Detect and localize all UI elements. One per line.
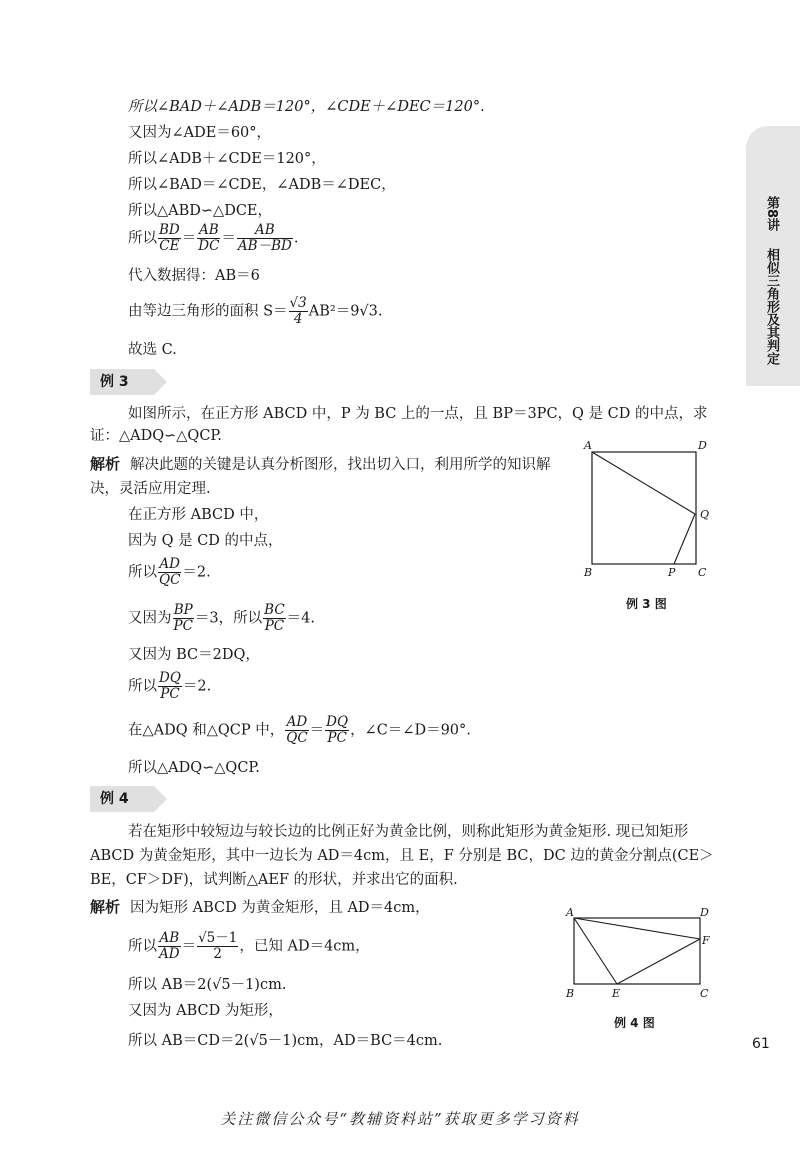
denominator: 2 (197, 946, 238, 962)
equation-line: 在△ADQ 和△QCP 中， $\frac{AD}{QC}$ ＝ $\frac{DQ}{PC}$ ，∠C＝∠D＝90°. (128, 714, 471, 746)
segment-aq (592, 452, 695, 514)
analysis-tag: 解析 (90, 455, 121, 473)
text: ＝3，所以 (194, 610, 263, 627)
footer-note: 关注微信公众号“教辅资料站”获取更多学习资料 (220, 1110, 580, 1128)
segment-ef (617, 939, 700, 984)
text-line: 又因为 BC＝2DQ， (128, 647, 260, 663)
text-line: 所以∠BAD＋∠ADB＝120°，∠CDE＋∠DEC＝120°. (128, 99, 485, 115)
numerator: DQ (326, 714, 349, 730)
analysis-text: 解决此题的关键是认真分析图形，找出切入口，利用所学的知识解决，灵活应用定理. (90, 457, 551, 497)
page-number: 61 (752, 1036, 770, 1052)
fraction (158, 223, 181, 254)
numerator: AB (198, 222, 219, 238)
denominator: PC (325, 730, 349, 746)
segment-ae (574, 918, 617, 984)
text: 所以 (128, 230, 157, 247)
equation-line: 所以 $\frac{BD}{CE}$ ＝ $\frac{AB}{DC}$ ＝ $\frac{AB}{AB-BD}$ . (128, 222, 299, 254)
numerator: AB (159, 930, 180, 946)
denominator: DC (198, 238, 220, 254)
example-4-figure (560, 904, 720, 1002)
fraction (325, 715, 349, 746)
numerator: AB (255, 222, 275, 238)
text-line: 又因为∠ADE＝60°， (128, 125, 272, 141)
text: 所以 (128, 938, 157, 955)
fraction (197, 931, 238, 962)
example-4-problem: 若在矩形中较短边与较长边的比例正好为黄金比例，则称此矩形为黄金矩形. 现已知矩形 ABCD 为黄金矩形，其中一边长为 AD＝4cm，且 E，F 分别是 BC，DC 边的黄金分割点(CE＞BE，CF＞DF)，试判断△AEF 的形状，并求出它的面积. (90, 824, 714, 888)
denominator: 4 (289, 311, 308, 327)
analysis-text: 因为矩形 ABCD 为黄金矩形，且 AD＝4cm， (130, 900, 430, 916)
equation-line (128, 603, 315, 634)
fraction (158, 671, 182, 702)
equation-line (128, 671, 211, 702)
text-line: 所以 AB＝2(√5－1)cm. (128, 977, 287, 993)
numerator: BD (159, 222, 180, 238)
text-line: 所以△ADQ∽△QCP. (128, 760, 260, 776)
text-line: 所以△ABD∽△DCE， (128, 203, 273, 219)
rectangle-abcd (574, 918, 700, 984)
denominator: AD (159, 946, 180, 962)
fraction (197, 223, 220, 254)
text: ＝4. (286, 610, 316, 627)
fraction (158, 931, 181, 962)
denominator: AB－BD (237, 238, 292, 254)
denominator: QC (286, 730, 308, 746)
text-line: 所以 AB＝CD＝2(√5－1)cm，AD＝BC＝4cm. (128, 1033, 443, 1049)
text: ，已知 AD＝4cm， (239, 938, 370, 955)
fraction (158, 557, 181, 588)
text: 由等边三角形的面积 S＝ (128, 303, 288, 320)
equation-line (128, 296, 383, 327)
equation-line: 所以 $\frac{AB}{AD}$ ＝ $\frac{√5-1}{2}$ ，已知 AD＝4cm， (128, 930, 370, 962)
text: 所以 (128, 678, 157, 695)
segment-af (574, 918, 700, 939)
numerator: DQ (159, 670, 181, 686)
label-a: A (584, 439, 592, 452)
example-3-figure (576, 436, 726, 584)
text-line: 代入数据得：AB＝6 (128, 268, 260, 284)
label-f: F (702, 934, 710, 947)
text: ，∠C＝∠D＝90°. (350, 722, 471, 739)
example-3-caption: 例 3 图 (626, 597, 667, 611)
text-line: 因为 Q 是 CD 的中点， (128, 533, 283, 549)
numerator: √5－1 (198, 930, 238, 946)
chapter-title: 相似三角形及其判定 (764, 248, 779, 365)
denominator: PC (158, 686, 182, 702)
example-4-badge: 例 4 (90, 786, 154, 812)
text-line: 在正方形 ABCD 中， (128, 507, 269, 523)
denominator: PC (264, 618, 285, 634)
label-e: E (612, 987, 621, 1000)
example-3-problem: 如图所示，在正方形 ABCD 中，P 为 BC 上的一点，且 BP＝3PC，Q 是 CD 的中点，求证：△ADQ∽△QCP. (90, 406, 708, 444)
text: 又因为 (128, 610, 172, 627)
numerator: BP (173, 602, 193, 618)
label-c: C (700, 987, 709, 1000)
example-4-caption: 例 4 图 (614, 1016, 655, 1030)
analysis-tag: 解析 (90, 898, 121, 916)
numerator: √3 (289, 295, 307, 311)
equation-line (128, 557, 211, 588)
label-q: Q (700, 508, 710, 521)
example-3-analysis (90, 452, 570, 501)
text: ＝2. (182, 678, 212, 695)
numerator: BC (264, 602, 285, 618)
segment-qp (674, 514, 695, 564)
label-p: P (668, 566, 676, 579)
label-b: B (584, 566, 593, 579)
denominator: PC (173, 618, 193, 634)
fraction (263, 603, 286, 634)
example-3-badge: 例 3 (90, 369, 154, 395)
text: AB²＝9√3. (308, 303, 383, 320)
denominator: QC (159, 572, 181, 588)
text-line: 故选 C. (128, 342, 177, 358)
label-a: A (566, 906, 574, 919)
fraction (237, 223, 293, 254)
square-abcd (592, 452, 696, 564)
denominator: CE (159, 238, 180, 254)
chapter-number: 第8讲 (764, 196, 779, 232)
label-c: C (698, 566, 707, 579)
example-4-analysis (90, 896, 430, 919)
label-b: B (566, 987, 575, 1000)
fraction (285, 715, 308, 746)
fraction (173, 603, 194, 634)
label-d: D (700, 906, 709, 919)
numerator: AD (286, 714, 308, 730)
text: 所以 (128, 564, 157, 581)
label-d: D (698, 439, 707, 452)
text: 在△ADQ 和△QCP 中， (128, 722, 285, 739)
text-line: 又因为 ABCD 为矩形， (128, 1003, 283, 1019)
numerator: AD (159, 556, 180, 572)
text-line: 所以∠BAD＝∠CDE，∠ADB＝∠DEC， (128, 177, 396, 193)
fraction (289, 296, 308, 327)
text: ＝2. (182, 564, 211, 581)
text-line: 所以∠ADB＋∠CDE＝120°， (128, 151, 326, 167)
